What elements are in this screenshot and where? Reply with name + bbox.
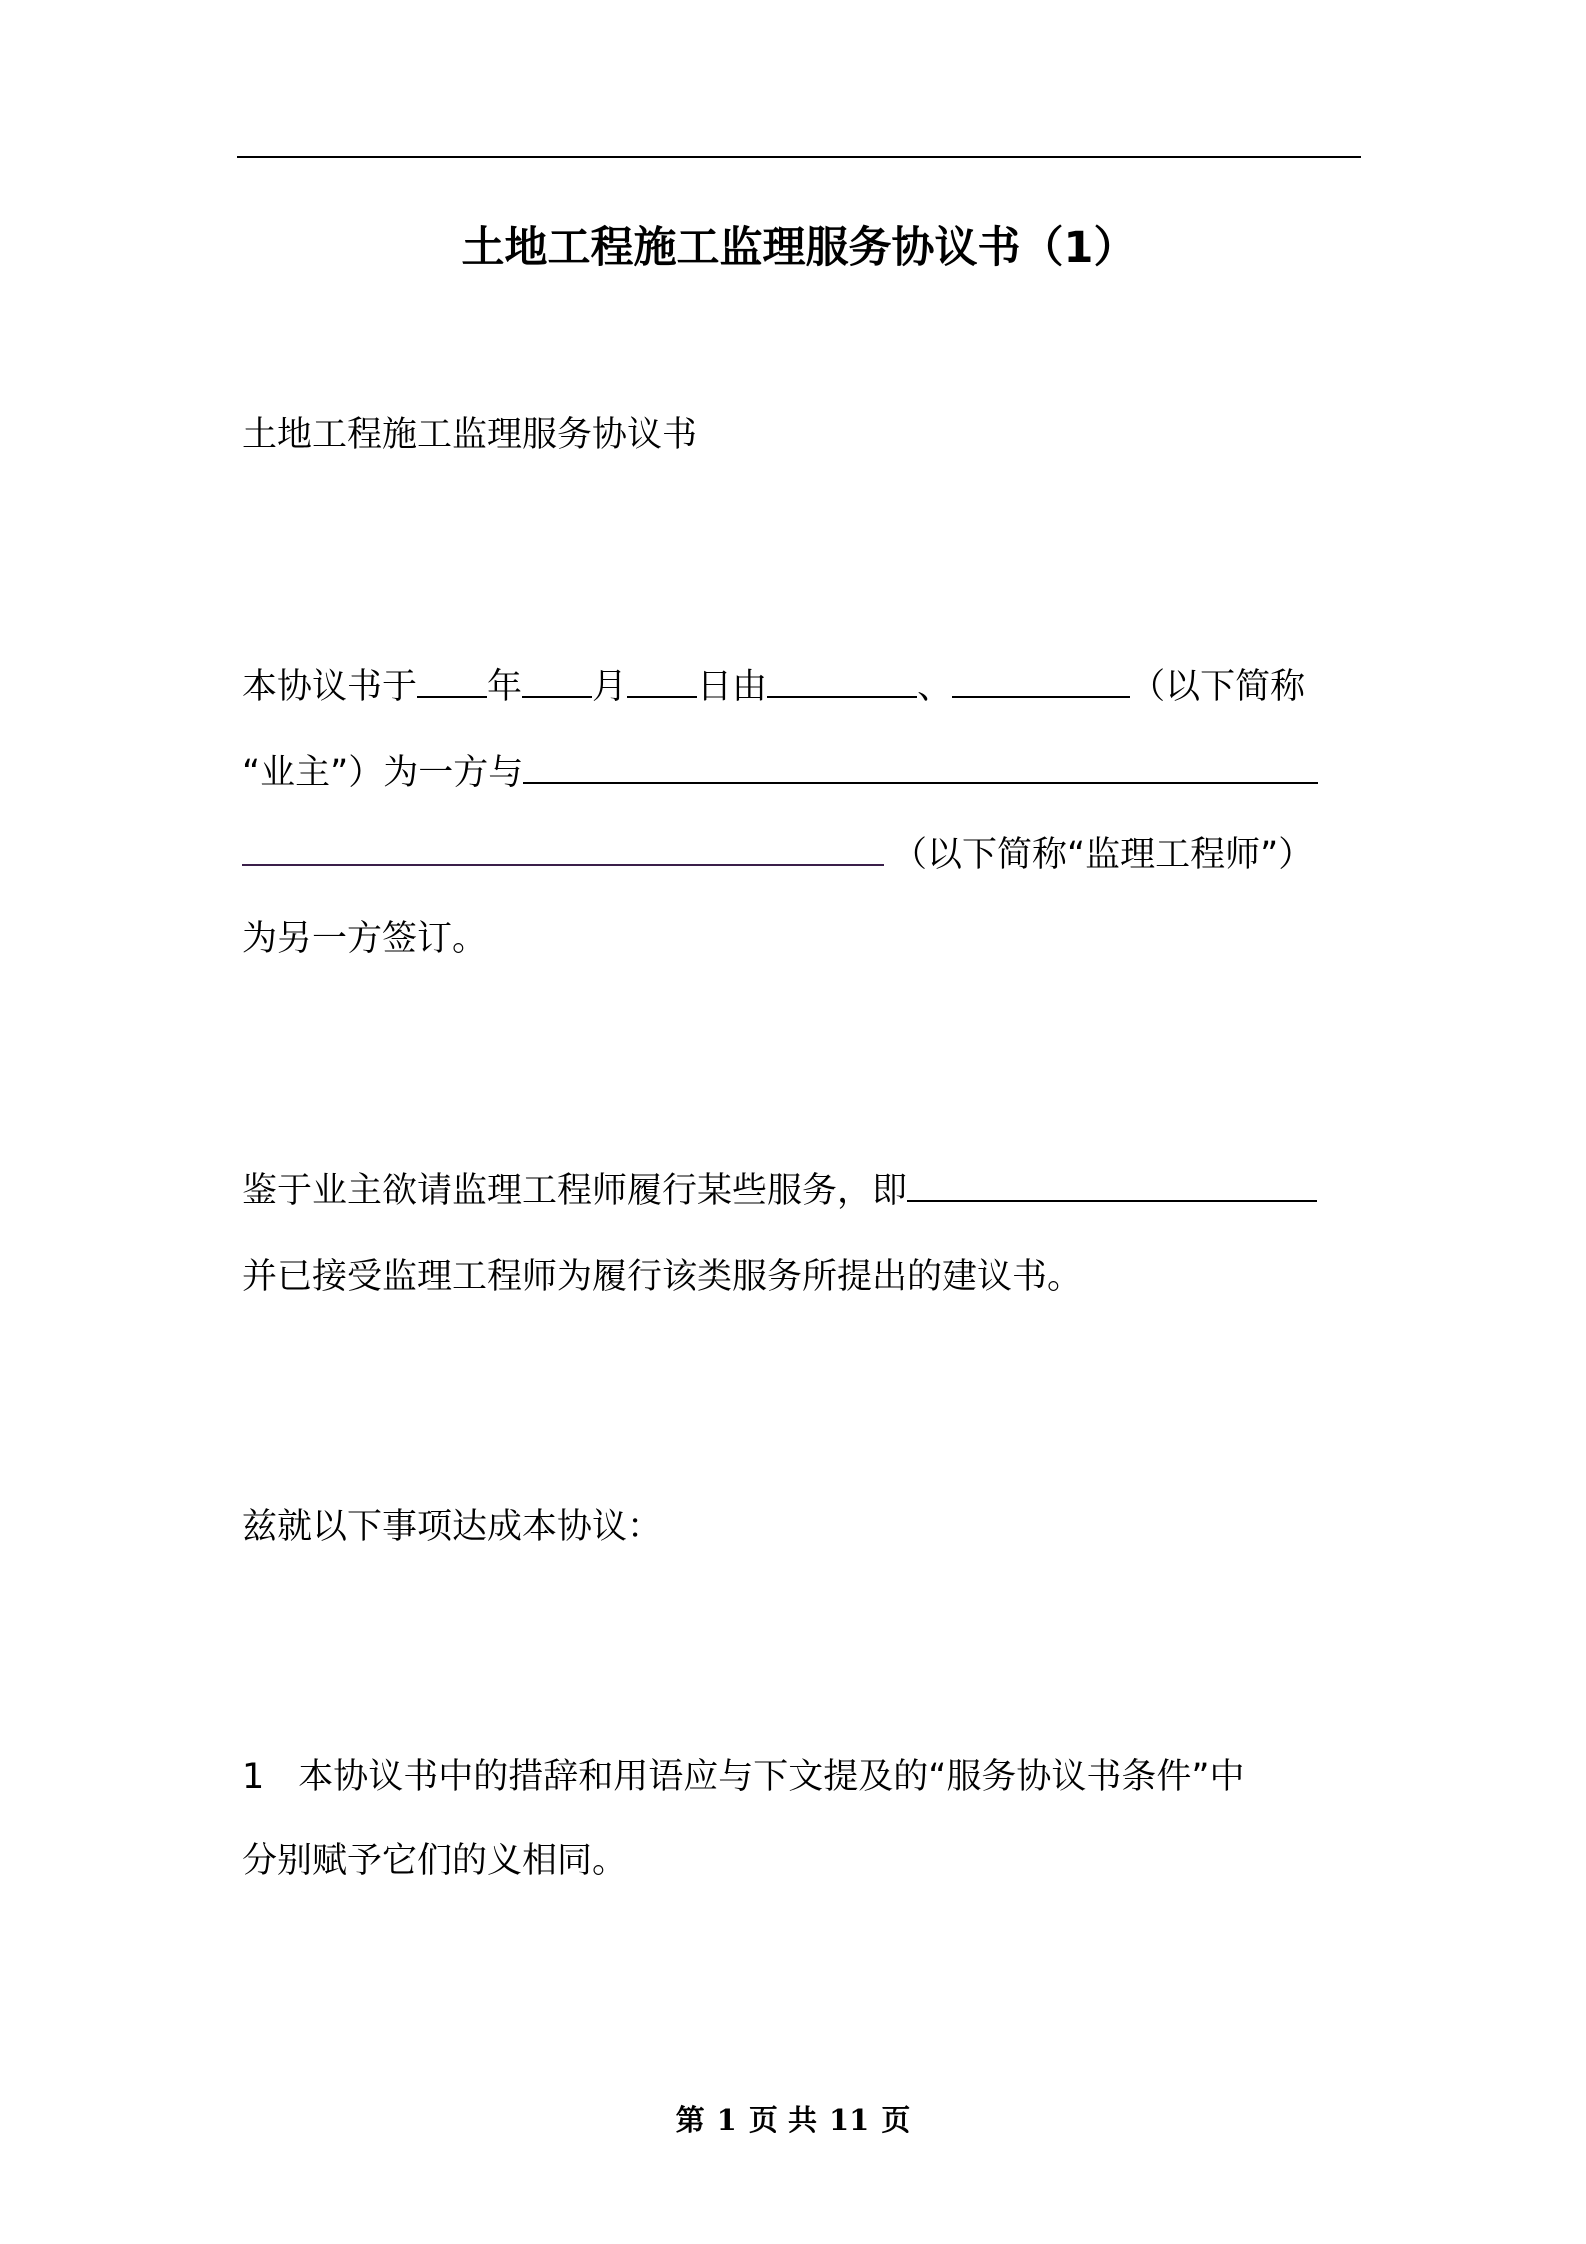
- header-rule: [237, 156, 1361, 158]
- separator: 、: [917, 667, 953, 707]
- intro-line-3: [242, 830, 1313, 880]
- year-blank: [417, 666, 487, 698]
- page-footer: [0, 2098, 1586, 2139]
- engineer-blank-2: [242, 834, 884, 866]
- day-label: 日由: [697, 667, 768, 707]
- agreement-lead: 兹就以下事项达成本协议：: [242, 1507, 663, 1547]
- clause-text: 本协议书中的措辞和用语应与下文提及的“服务协议书条件”中: [298, 1757, 1245, 1797]
- engineer-blank-1: [523, 752, 1318, 784]
- party-blank-1: [767, 666, 917, 698]
- year-label: 年: [487, 667, 523, 707]
- whereas-text: 鉴于业主欲请监理工程师履行某些服务，即: [242, 1171, 908, 1211]
- intro-line-1: [242, 662, 1305, 712]
- intro-text-abbrev: （以下简称: [1130, 667, 1306, 707]
- page-total: 11: [828, 2103, 870, 2137]
- page-number: 1: [716, 2103, 737, 2137]
- intro-text: 本协议书于: [242, 667, 418, 707]
- document-subtitle: 土地工程施工监理服务协议书: [242, 415, 698, 455]
- footer-suffix: 页: [881, 2103, 911, 2137]
- footer-prefix: 第: [675, 2103, 705, 2137]
- intro-line-2: [242, 748, 1318, 798]
- intro-owner-text: “业主”）为一方与: [242, 753, 524, 793]
- month-blank: [522, 666, 592, 698]
- party-blank-2: [952, 666, 1130, 698]
- day-blank: [627, 666, 697, 698]
- clause-number: 1: [242, 1757, 265, 1797]
- intro-engineer-text: （以下简称“监理工程师”）: [892, 835, 1314, 875]
- intro-line-4: 为另一方签订。: [242, 919, 488, 959]
- document-title: 土地工程施工监理服务协议书（1）: [461, 223, 1137, 273]
- month-label: 月: [592, 667, 628, 707]
- clause-1-line-1: [242, 1752, 1245, 1802]
- footer-middle: 页 共: [748, 2103, 817, 2137]
- clause-1-line-2: 分别赋予它们的义相同。: [242, 1841, 628, 1881]
- services-blank: [907, 1170, 1317, 1202]
- whereas-line-2: 并已接受监理工程师为履行该类服务所提出的建议书。: [242, 1257, 1083, 1297]
- whereas-line-1: [242, 1166, 1317, 1216]
